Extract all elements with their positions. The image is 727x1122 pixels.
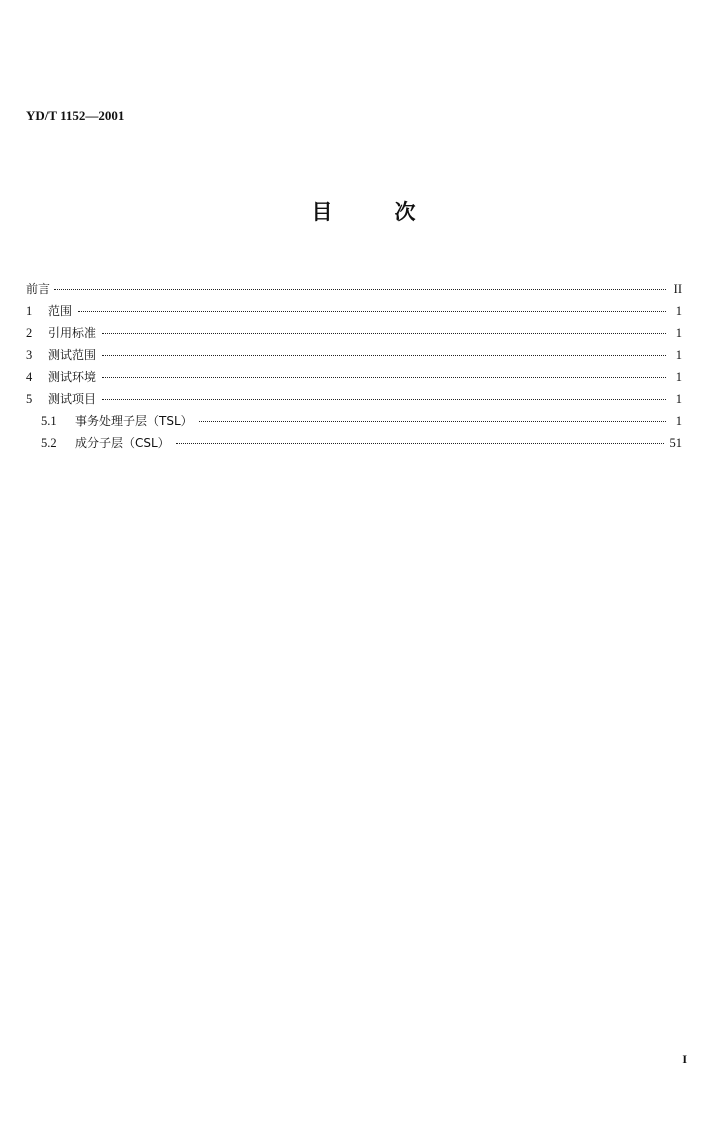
toc-entry-number: 4 — [26, 370, 33, 384]
toc-title-char-1: 目 — [311, 200, 333, 224]
standard-code: YD/T 1152—2001 — [26, 108, 125, 123]
dot-leader — [199, 421, 666, 422]
toc-entry-label: 引用标准 — [48, 326, 97, 340]
toc-entry-foreword[interactable] — [26, 280, 682, 302]
toc-entry-number: 1 — [26, 304, 33, 318]
toc-entry-number: 2 — [26, 326, 33, 340]
toc-entry-label: 前言 — [26, 282, 51, 296]
toc-entry-references[interactable] — [26, 324, 682, 346]
toc-entry-page: 51 — [669, 436, 682, 450]
toc-entry-label: 测试范围 — [48, 348, 97, 362]
dot-leader — [102, 377, 666, 378]
toc-entry-number: 5.1 — [41, 414, 57, 428]
toc-entry-number: 5 — [26, 392, 33, 406]
toc-entry-number: 5.2 — [41, 436, 57, 450]
toc-entry-csl[interactable] — [26, 434, 682, 456]
dot-leader — [102, 355, 666, 356]
toc-entry-test-environment[interactable] — [26, 368, 682, 390]
toc-entry-page: 1 — [675, 414, 682, 428]
toc-entry-number: 3 — [26, 348, 33, 362]
dot-leader — [54, 289, 666, 290]
toc-entry-label: 测试环境 — [48, 370, 97, 384]
toc-title — [0, 196, 727, 226]
toc-entry-scope[interactable] — [26, 302, 682, 324]
toc-entry-page: 1 — [675, 370, 682, 384]
toc-entry-test-scope[interactable] — [26, 346, 682, 368]
dot-leader — [176, 443, 664, 444]
toc-entry-tsl[interactable] — [26, 412, 682, 434]
page-number: I — [682, 1052, 687, 1066]
toc-entry-page: 1 — [675, 326, 682, 340]
dot-leader — [102, 399, 666, 400]
toc-entry-page: 1 — [675, 392, 682, 406]
toc-entry-label: 测试项目 — [48, 392, 97, 406]
toc-entry-test-items[interactable] — [26, 390, 682, 412]
dot-leader — [102, 333, 666, 334]
table-of-contents — [26, 280, 682, 456]
toc-entry-label: 成分子层（CSL） — [75, 436, 170, 450]
toc-entry-page: II — [673, 282, 682, 296]
toc-entry-label: 范围 — [48, 304, 73, 318]
toc-entry-label: 事务处理子层（TSL） — [75, 414, 193, 428]
toc-title-char-2: 次 — [394, 200, 416, 224]
dot-leader — [78, 311, 666, 312]
toc-entry-page: 1 — [675, 348, 682, 362]
toc-entry-page: 1 — [675, 304, 682, 318]
